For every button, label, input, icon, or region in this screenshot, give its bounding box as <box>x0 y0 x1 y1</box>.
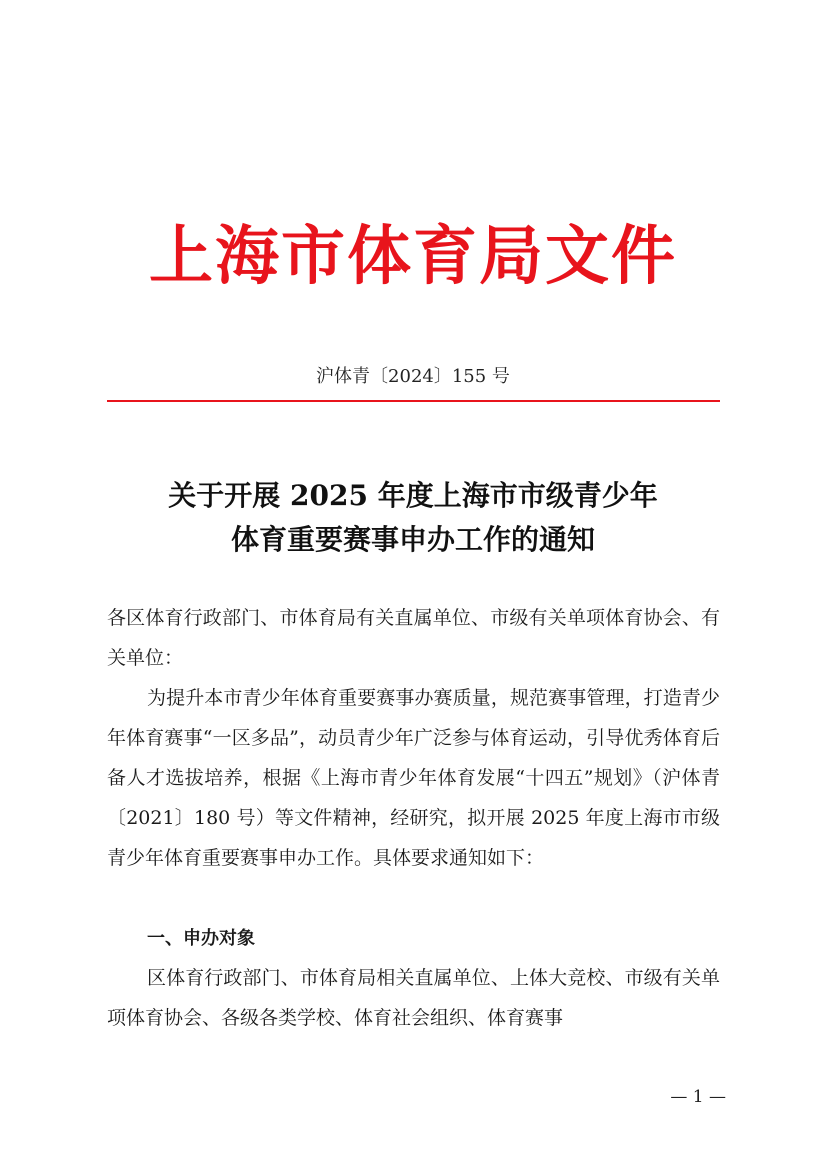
red-divider-line <box>107 400 720 402</box>
salutation: 各区体育行政部门、市体育局有关直属单位、市级有关单项体育协会、有关单位： <box>107 607 720 669</box>
body-paragraph-intro: 为提升本市青少年体育重要赛事办赛质量，规范赛事管理，打造青少年体育赛事“一区多品”，动员青少年广泛参与体育运动，引导优秀体育后备人才选拔培养，根据《上海市青少年体育发展“十四五”规划》（沪体青〔2021〕180 号）等文件精神，经研究，拟开展 2025 年度上海市市级青少年体育重要赛事申办工作。具体要求通知如下： <box>107 687 720 869</box>
section-heading-applicants: 一、申办对象 <box>147 928 255 949</box>
document-title <box>0 474 826 562</box>
body-paragraph-applicants: 区体育行政部门、市体育局相关直属单位、上体大竞校、市级有关单项体育协会、各级各类学校、体育社会组织、体育赛事 <box>107 967 720 1029</box>
document-title-line-1: 关于开展 2025 年度上海市市级青少年 <box>168 479 658 512</box>
page-number: — 1 — <box>670 1087 726 1107</box>
document-number: 沪体青〔2024〕155 号 <box>316 366 510 387</box>
document-title-line-2: 体育重要赛事申办工作的通知 <box>230 523 595 556</box>
issuer-header-title: 上海市体育局文件 <box>149 219 677 294</box>
